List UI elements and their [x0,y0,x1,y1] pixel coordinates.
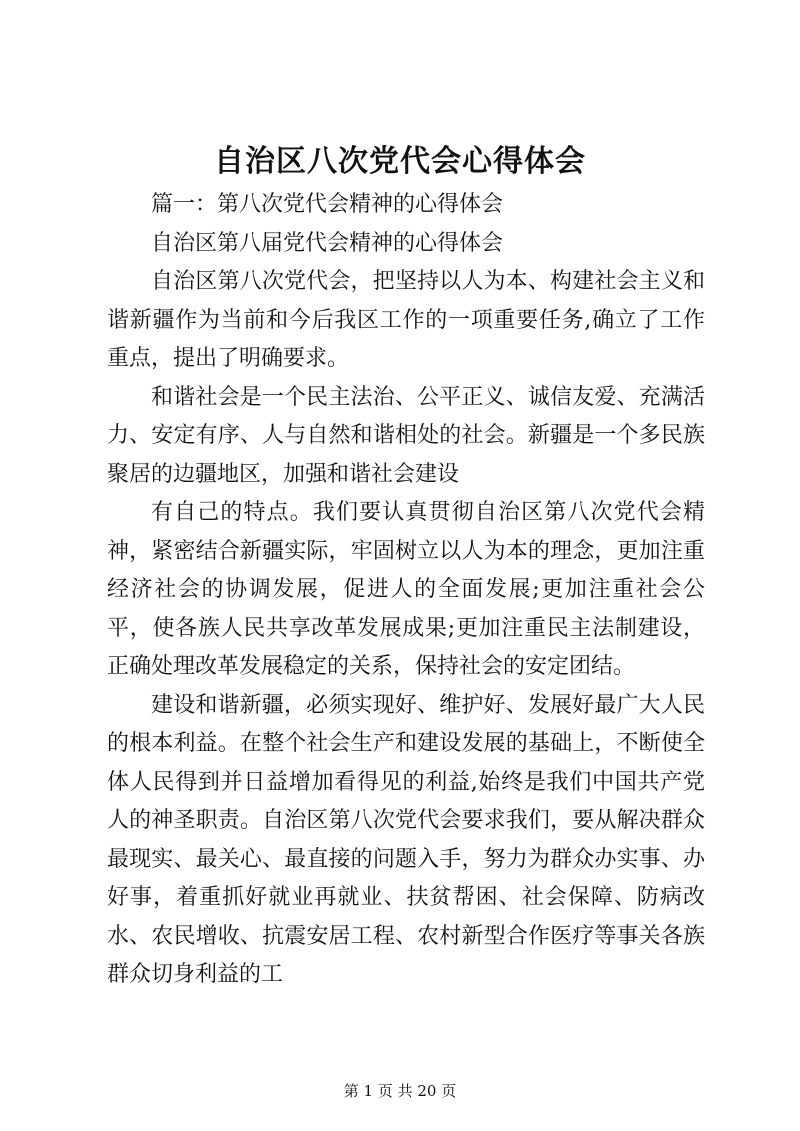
document-title: 自治区八次党代会心得体会 [214,144,586,179]
paragraph: 建设和谐新疆，必须实现好、维护好、发展好最广大人民的根本利益。在整个社会生产和建设发展的基础上，不断使全体人民得到并日益增加看得见的利益,始终是我们中国共产党人的神圣职责。自治区第八次党代会要求我们，要从解决群众最现实、最关心、最直接的问题入手，努力为群众办实事、办好事，着重抓好就业再就业、扶贫帮困、社会保障、防病改水、农民增收、抗震安居工程、农村新型合作医疗等事关各族群众切身利益的工 [107,692,705,987]
paragraph: 篇一：第八次党代会精神的心得体会 [151,192,504,217]
paragraph: 有自己的特点。我们要认真贯彻自治区第八次党代会精神，紧密结合新疆实际，牢固树立以人为本的理念，更加注重经济社会的协调发展，促进人的全面发展;更加注重社会公平，使各族人民共享改革发展成果;更加注重民主法制建设，正确处理改革发展稳定的关系，保持社会的安定团结。 [107,500,705,679]
paragraph: 自治区第八届党代会精神的心得体会 [151,230,504,256]
page-number-label: 第 1 页 共 20 页 [343,1082,457,1100]
paragraph: 和谐社会是一个民主法治、公平正义、诚信友爱、充满活力、安定有序、人与自然和谐相处的社会。新疆是一个多民族聚居的边疆地区，加强和谐社会建设 [107,384,705,487]
page-footer [0,1080,800,1102]
document-body [107,186,705,995]
paragraph: 自治区第八次党代会，把坚持以人为本、构建社会主义和谐新疆作为当前和今后我区工作的一项重要任务,确立了工作重点，提出了明确要求。 [107,269,705,371]
